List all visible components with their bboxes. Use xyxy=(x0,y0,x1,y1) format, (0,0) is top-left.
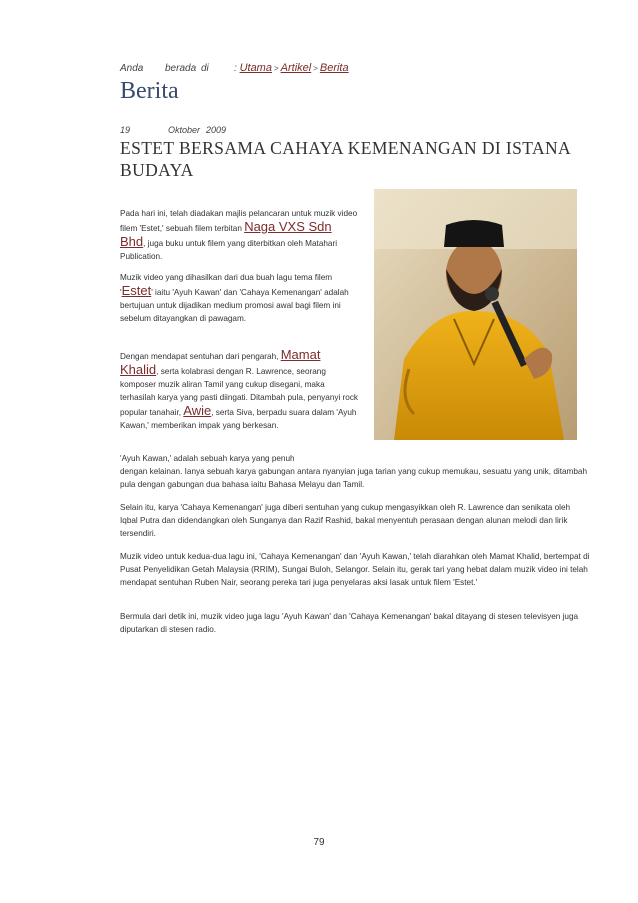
article-date xyxy=(120,125,226,135)
breadcrumb xyxy=(120,62,349,74)
breadcrumb-link-berita[interactable]: Berita xyxy=(319,62,349,74)
paragraph-text: , juga buku untuk filem yang diterbitkan oleh Matahari Publication. xyxy=(120,239,338,261)
photo-illustration xyxy=(374,189,577,440)
date-year: 2009 xyxy=(206,125,227,135)
paragraph-text: Dengan mendapat sentuhan dari pengarah, xyxy=(120,352,281,361)
paragraph-text: Muzik video yang dihasilkan dari dua buah lagu tema filem ' xyxy=(120,273,333,297)
paragraph-5: Selain itu, karya 'Cahaya Kemenangan' juga diberi sentuhan yang cukup mengasyikkan oleh R. Lawrence dan senikata oleh Iqbal Putra dan didendangkan oleh Sunganya dan Razif Rashid, bakal menyentuh perasaan dengan alunan melodi dan lirik tersendiri. xyxy=(120,503,571,538)
date-day: 19 xyxy=(120,125,131,135)
article-photo xyxy=(374,189,577,440)
paragraph-text: Pada hari ini, telah diadakan majlis pelancaran untuk muzik video filem 'Estet,' sebuah filem terbitan xyxy=(120,209,358,233)
title-line: ESTET BERSAMA CAHAYA KEMENANGAN DI ISTANA xyxy=(120,138,572,158)
link-mamat-khalid[interactable]: Mamat Khalid xyxy=(120,347,321,377)
breadcrumb-word: berada xyxy=(165,63,197,74)
breadcrumb-word: Anda xyxy=(120,63,144,74)
link-estet[interactable]: Estet xyxy=(121,283,152,298)
paragraph-2 xyxy=(120,271,360,325)
paragraph-6: Muzik video untuk kedua-dua lagu ini, 'Cahaya Kemenangan' dan 'Ayuh Kawan,' telah diarahkan oleh Mamat Khalid, bertempat di Pusat Penyelidikan Getah Malaysia (RRIM), Sungai Buloh, Selangor. Selain itu, gerak tari yang hebat dalam muzik video ini telah mendapat sentuhan Ruben Nair, seorang pereka tari juga penyelaras aksi lasak untuk filem 'Estet.' xyxy=(120,552,590,587)
paragraph-text: , serta Siva, berpadu suara dalam 'Ayuh Kawan,' memberikan impak yang berkesan. xyxy=(120,408,357,430)
paragraph-1 xyxy=(120,207,360,263)
breadcrumb-link-artikel[interactable]: Artikel xyxy=(280,62,312,74)
date-month: Oktober xyxy=(168,125,201,135)
breadcrumb-word: di xyxy=(201,63,209,74)
section-title: Berita xyxy=(120,78,179,104)
breadcrumb-separator: > xyxy=(313,64,318,73)
paragraph-text: dengan kelainan. Ianya sebuah karya gabungan antara nyanyian juga tarian yang cukup memukau, sesuatu yang unik, ditambah pula dengan gabungan dua bahasa iaitu Bahasa Melayu dan Tamil. xyxy=(120,467,588,489)
link-naga-vxs[interactable]: Naga VXS Sdn Bhd xyxy=(120,219,332,249)
breadcrumb-separator: > xyxy=(273,64,279,73)
paragraph-4 xyxy=(120,452,590,491)
breadcrumb-colon: : xyxy=(234,63,237,74)
breadcrumb-link-utama[interactable]: Utama xyxy=(239,62,272,74)
paragraph-text: , serta kolabrasi dengan R. Lawrence, seorang komposer muzik aliran Tamil yang cukup disegani, maka terhasilah karya yang pasti diingati. Ditambah pula, penyanyi rock popular tanahair, xyxy=(120,367,359,417)
title-line: BUDAYA xyxy=(120,160,194,180)
paragraph-text: 'Ayuh Kawan,' adalah sebuah karya yang penuh xyxy=(120,454,295,463)
article-title xyxy=(120,137,580,181)
paragraph-3 xyxy=(120,348,360,432)
page-number: 79 xyxy=(313,837,325,848)
paragraph-7: Bermula dari detik ini, muzik video juga lagu 'Ayuh Kawan' dan 'Cahaya Kemenangan' bakal ditayang di stesen televisyen juga diputarkan di stesen radio. xyxy=(120,612,579,634)
paragraph-text: ' iaitu 'Ayuh Kawan' dan 'Cahaya Kemenangan' adalah bertujuan untuk dijadikan medium promosi awal bagi filem ini sebelum ditayangkan di pawagam. xyxy=(120,288,349,323)
link-awie[interactable]: Awie xyxy=(183,403,212,418)
